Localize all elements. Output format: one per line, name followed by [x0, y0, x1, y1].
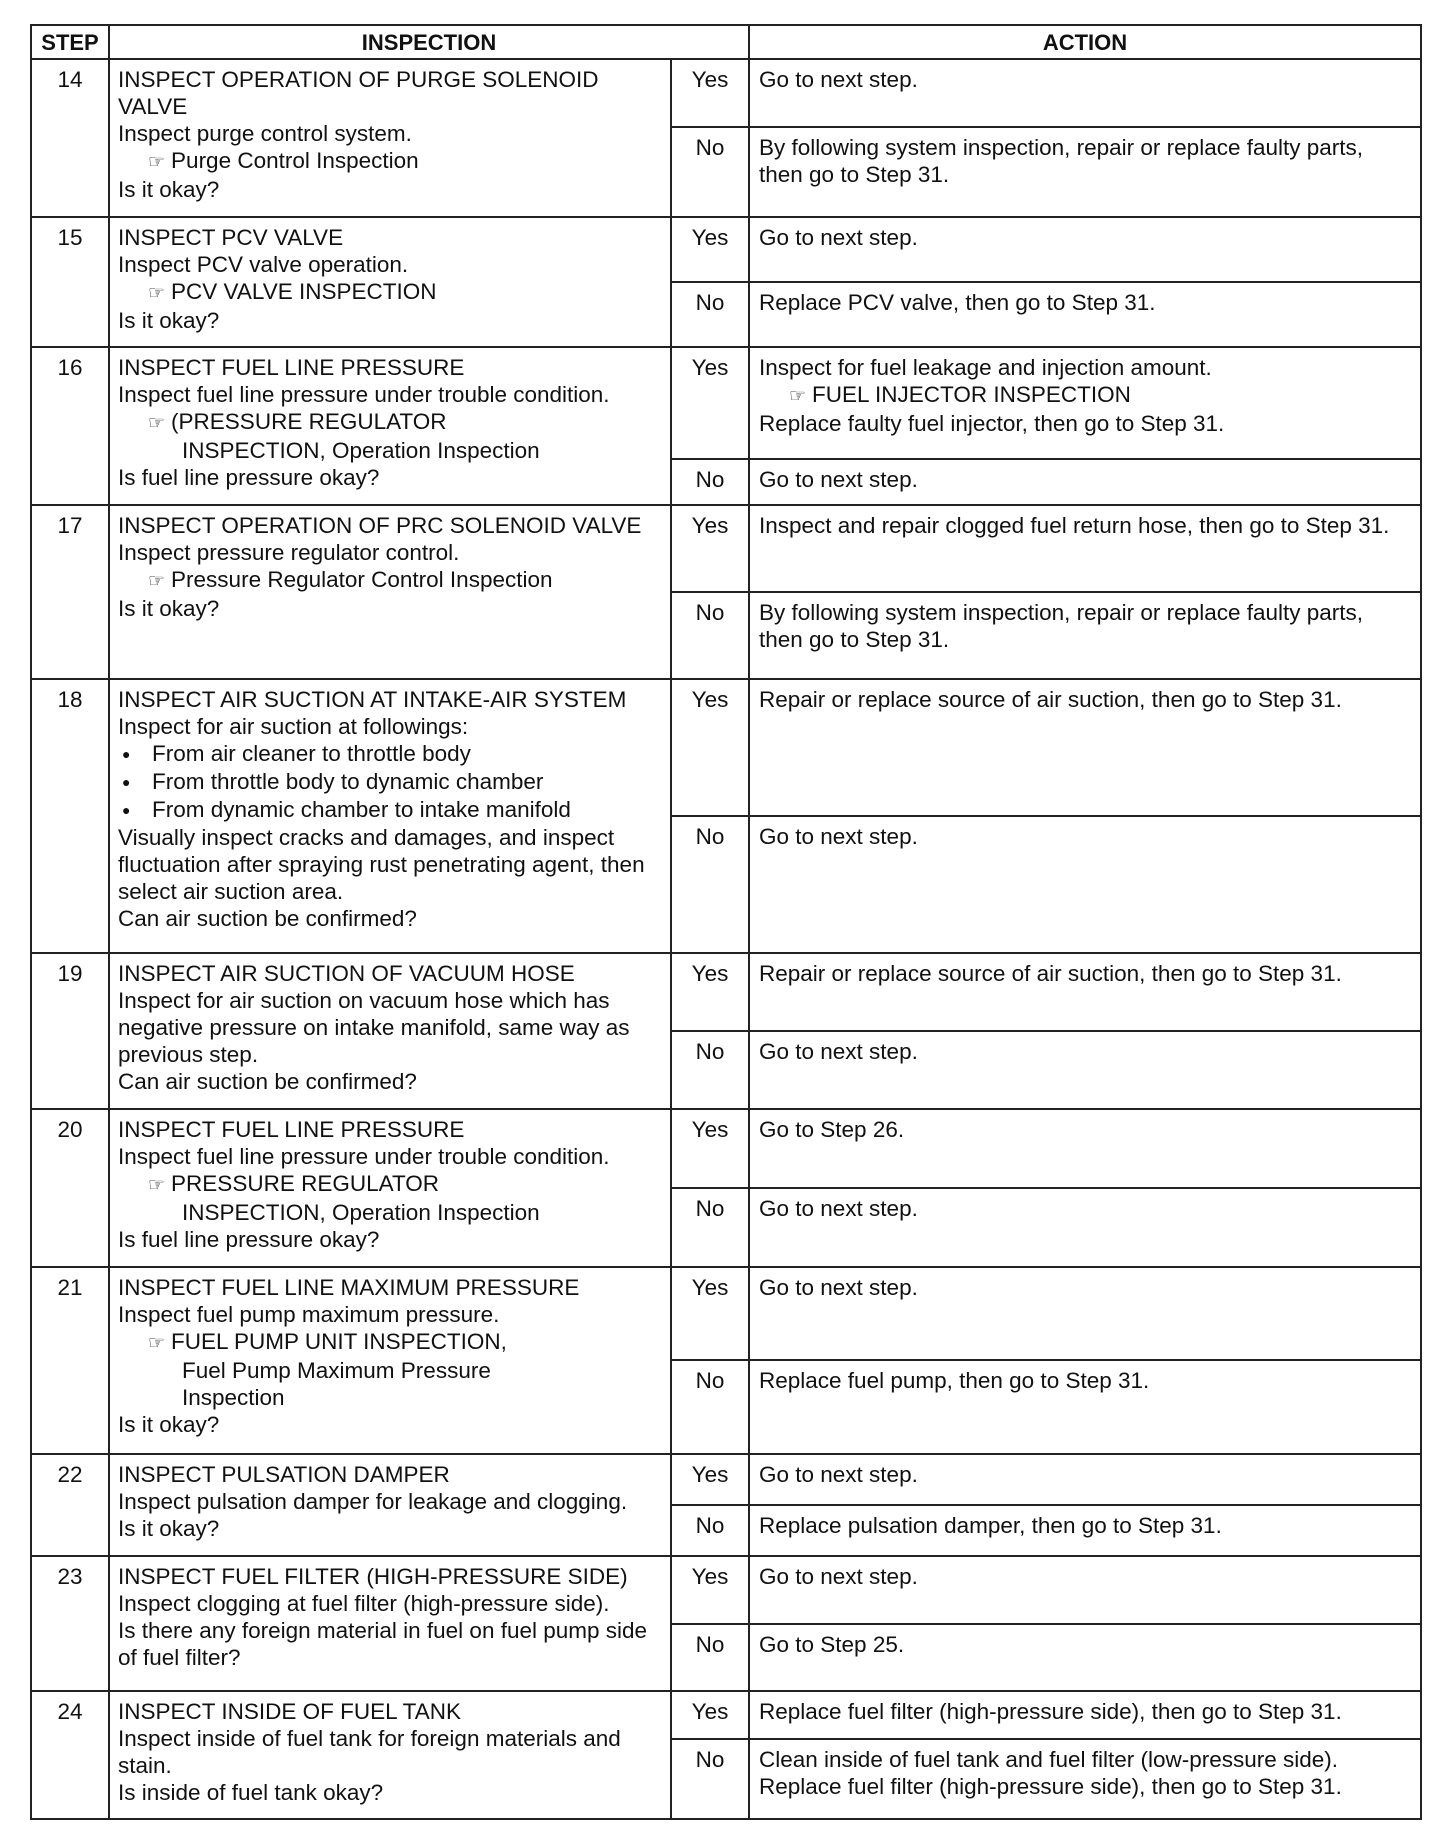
- step-number: 24: [31, 1691, 109, 1819]
- step-number: 14: [31, 59, 109, 217]
- bullet-item: [118, 740, 662, 768]
- inspection-text: Inspect for air suction on vacuum hose which has negative pressure on intake manifold, same way as previous step.: [118, 987, 630, 1067]
- no-label: No: [671, 127, 749, 217]
- reference: [118, 566, 662, 595]
- inspection-cell: [109, 1109, 671, 1267]
- no-action: By following system inspection, repair or replace faulty parts, then go to Step 31.: [749, 127, 1421, 217]
- table-row: [31, 1556, 1421, 1624]
- yes-action: Go to next step.: [749, 1454, 1421, 1505]
- inspection-question: Is it okay?: [118, 1515, 220, 1541]
- no-label: No: [671, 282, 749, 347]
- troubleshooting-table: [30, 24, 1422, 1820]
- no-action-cell: [749, 1739, 1421, 1819]
- inspection-text: Inspect PCV valve operation.: [118, 252, 409, 278]
- step-number: 20: [31, 1109, 109, 1267]
- inspection-text: Inspect for air suction at followings:: [118, 713, 469, 739]
- bullet-icon: ●: [122, 745, 131, 762]
- reference: [118, 147, 662, 176]
- yes-action: Inspect for fuel leakage and injection amount.: [759, 354, 1212, 380]
- no-label: No: [671, 1739, 749, 1819]
- inspection-cell: [109, 953, 671, 1109]
- inspection-question: Is fuel line pressure okay?: [118, 1226, 380, 1252]
- table-row: [31, 953, 1421, 1031]
- inspection-cell: [109, 1691, 671, 1819]
- reference: [118, 1328, 662, 1357]
- no-action: Go to next step.: [749, 459, 1421, 505]
- no-label: No: [671, 459, 749, 505]
- inspection-cell: [109, 1267, 671, 1454]
- reference: [759, 381, 1412, 410]
- yes-label: Yes: [671, 59, 749, 127]
- inspection-title: INSPECT FUEL LINE PRESSURE: [118, 1116, 465, 1142]
- header-step: STEP: [31, 25, 109, 59]
- inspection-text: Inspect fuel line pressure under trouble condition.: [118, 1143, 610, 1169]
- inspection-title: INSPECT OPERATION OF PURGE SOLENOID VALVE: [118, 67, 599, 119]
- no-label: No: [671, 1188, 749, 1267]
- no-action: Replace pulsation damper, then go to Step 31.: [749, 1505, 1421, 1556]
- yes-label: Yes: [671, 679, 749, 816]
- bullet-icon: ●: [122, 801, 131, 818]
- inspection-question: Is inside of fuel tank okay?: [118, 1780, 384, 1806]
- no-label: No: [671, 592, 749, 679]
- bullet-item: [118, 768, 662, 796]
- step-number: 15: [31, 217, 109, 347]
- pointing-hand-icon: ☞: [148, 152, 166, 173]
- inspection-title: INSPECT FUEL FILTER (HIGH-PRESSURE SIDE): [118, 1563, 628, 1589]
- inspection-question: Is fuel line pressure okay?: [118, 464, 380, 490]
- yes-label: Yes: [671, 1691, 749, 1738]
- inspection-question: Can air suction be confirmed?: [118, 1068, 417, 1094]
- yes-action: Go to next step.: [749, 1267, 1421, 1360]
- inspection-text: Inspect inside of fuel tank for foreign materials and stain.: [118, 1726, 621, 1779]
- step-number: 22: [31, 1454, 109, 1556]
- no-label: No: [671, 1031, 749, 1109]
- header-inspection: INSPECTION: [109, 25, 749, 59]
- bullet-label: From air cleaner to throttle body: [152, 740, 471, 766]
- yes-label: Yes: [671, 1109, 749, 1188]
- inspection-title: INSPECT INSIDE OF FUEL TANK: [118, 1699, 461, 1725]
- inspection-cell: [109, 59, 671, 217]
- reference-continued: INSPECTION, Operation Inspection: [182, 1199, 540, 1225]
- yes-action: Replace fuel filter (high-pressure side), then go to Step 31.: [749, 1691, 1421, 1738]
- inspection-title: INSPECT FUEL LINE PRESSURE: [118, 354, 465, 380]
- inspection-question: Is it okay?: [118, 177, 220, 202]
- table-row: [31, 347, 1421, 459]
- table-row: [31, 505, 1421, 592]
- reference-label: FUEL PUMP UNIT INSPECTION,: [171, 1328, 507, 1354]
- reference: [118, 408, 662, 437]
- no-action: Replace PCV valve, then go to Step 31.: [749, 282, 1421, 347]
- inspection-title: INSPECT FUEL LINE MAXIMUM PRESSURE: [118, 1274, 580, 1300]
- inspection-cell: [109, 347, 671, 505]
- no-action: Go to next step.: [749, 1188, 1421, 1267]
- pointing-hand-icon: ☞: [148, 1332, 166, 1354]
- reference: [118, 1170, 662, 1199]
- no-label: No: [671, 816, 749, 953]
- yes-label: Yes: [671, 1556, 749, 1624]
- inspection-question: Is there any foreign material in fuel on fuel pump side of fuel filter?: [118, 1617, 648, 1670]
- yes-action-followup: Replace faulty fuel injector, then go to Step 31.: [759, 410, 1225, 436]
- inspection-question: Is it okay?: [118, 1411, 220, 1437]
- inspection-question: Is it okay?: [118, 595, 220, 621]
- inspection-title: INSPECT OPERATION OF PRC SOLENOID VALVE: [118, 512, 642, 538]
- inspection-text: Inspect fuel line pressure under trouble condition.: [118, 381, 610, 407]
- yes-action: Go to next step.: [749, 59, 1421, 127]
- step-number: 17: [31, 505, 109, 679]
- reference-label: Pressure Regulator Control Inspection: [171, 566, 553, 592]
- reference-label: PRESSURE REGULATOR: [171, 1170, 440, 1196]
- pointing-hand-icon: ☞: [148, 412, 166, 434]
- no-action: Go to next step.: [749, 1031, 1421, 1109]
- inspection-text: Inspect pulsation damper for leakage and clogging.: [118, 1488, 628, 1514]
- reference-label: PCV VALVE INSPECTION: [171, 279, 437, 305]
- inspection-cell: [109, 679, 671, 953]
- reference-label: (PRESSURE REGULATOR: [171, 408, 447, 434]
- no-action-followup: Replace fuel filter (high-pressure side), then go to Step 31.: [759, 1773, 1342, 1799]
- yes-label: Yes: [671, 505, 749, 592]
- step-number: 16: [31, 347, 109, 505]
- inspection-text: Inspect pressure regulator control.: [118, 539, 460, 565]
- yes-action: Go to Step 26.: [749, 1109, 1421, 1188]
- yes-label: Yes: [671, 347, 749, 459]
- yes-action: Go to next step.: [749, 1556, 1421, 1624]
- reference-label: Purge Control Inspection: [171, 148, 419, 173]
- step-number: 23: [31, 1556, 109, 1692]
- inspection-cell: [109, 1556, 671, 1692]
- reference-label: FUEL INJECTOR INSPECTION: [812, 381, 1131, 407]
- table-row: [31, 1267, 1421, 1360]
- yes-action: Go to next step.: [749, 217, 1421, 282]
- reference: [118, 278, 662, 307]
- no-action: Clean inside of fuel tank and fuel filter (low-pressure side).: [759, 1746, 1339, 1772]
- yes-action: Repair or replace source of air suction, then go to Step 31.: [749, 953, 1421, 1031]
- header-action: ACTION: [749, 25, 1421, 59]
- pointing-hand-icon: ☞: [148, 283, 166, 305]
- no-label: No: [671, 1360, 749, 1453]
- table-row: [31, 59, 1421, 127]
- table-row: [31, 1109, 1421, 1188]
- no-action: Go to next step.: [749, 816, 1421, 953]
- yes-action: Repair or replace source of air suction, then go to Step 31.: [749, 679, 1421, 816]
- yes-label: Yes: [671, 1454, 749, 1505]
- step-number: 21: [31, 1267, 109, 1454]
- yes-action-cell: [749, 347, 1421, 459]
- pointing-hand-icon: ☞: [789, 385, 807, 407]
- inspection-cell: [109, 505, 671, 679]
- inspection-text: Visually inspect cracks and damages, and inspect fluctuation after spraying rust penetrating agent, then select air suction area.: [118, 824, 645, 904]
- inspection-text: Inspect purge control system.: [118, 121, 412, 146]
- no-action: By following system inspection, repair or replace faulty parts, then go to Step 31.: [749, 592, 1421, 679]
- yes-label: Yes: [671, 217, 749, 282]
- reference-continued: Inspection: [182, 1384, 285, 1410]
- no-action: Replace fuel pump, then go to Step 31.: [749, 1360, 1421, 1453]
- table-header-row: [31, 25, 1421, 59]
- inspection-question: Can air suction be confirmed?: [118, 905, 417, 931]
- bullet-label: From dynamic chamber to intake manifold: [152, 796, 571, 822]
- inspection-title: INSPECT PULSATION DAMPER: [118, 1461, 450, 1487]
- step-number: 18: [31, 679, 109, 953]
- inspection-title: INSPECT AIR SUCTION OF VACUUM HOSE: [118, 960, 575, 986]
- yes-action: Inspect and repair clogged fuel return hose, then go to Step 31.: [749, 505, 1421, 592]
- pointing-hand-icon: ☞: [148, 570, 166, 592]
- no-label: No: [671, 1505, 749, 1556]
- inspection-text: Inspect clogging at fuel filter (high-pressure side).: [118, 1590, 610, 1616]
- yes-label: Yes: [671, 953, 749, 1031]
- pointing-hand-icon: ☞: [148, 1174, 166, 1196]
- inspection-cell: [109, 217, 671, 347]
- inspection-cell: [109, 1454, 671, 1556]
- table-row: [31, 679, 1421, 816]
- inspection-question: Is it okay?: [118, 308, 220, 334]
- inspection-text: Inspect fuel pump maximum pressure.: [118, 1301, 500, 1327]
- no-label: No: [671, 1624, 749, 1692]
- table-row: [31, 1454, 1421, 1505]
- bullet-icon: ●: [122, 773, 131, 790]
- inspection-title: INSPECT AIR SUCTION AT INTAKE-AIR SYSTEM: [118, 686, 627, 712]
- yes-label: Yes: [671, 1267, 749, 1360]
- table-row: [31, 217, 1421, 282]
- inspection-title: INSPECT PCV VALVE: [118, 225, 344, 251]
- bullet-label: From throttle body to dynamic chamber: [152, 768, 544, 794]
- step-number: 19: [31, 953, 109, 1109]
- table-row: [31, 1691, 1421, 1738]
- bullet-item: [118, 796, 662, 824]
- reference-continued: Fuel Pump Maximum Pressure: [182, 1357, 491, 1383]
- reference-continued: INSPECTION, Operation Inspection: [182, 437, 540, 463]
- no-action: Go to Step 25.: [749, 1624, 1421, 1692]
